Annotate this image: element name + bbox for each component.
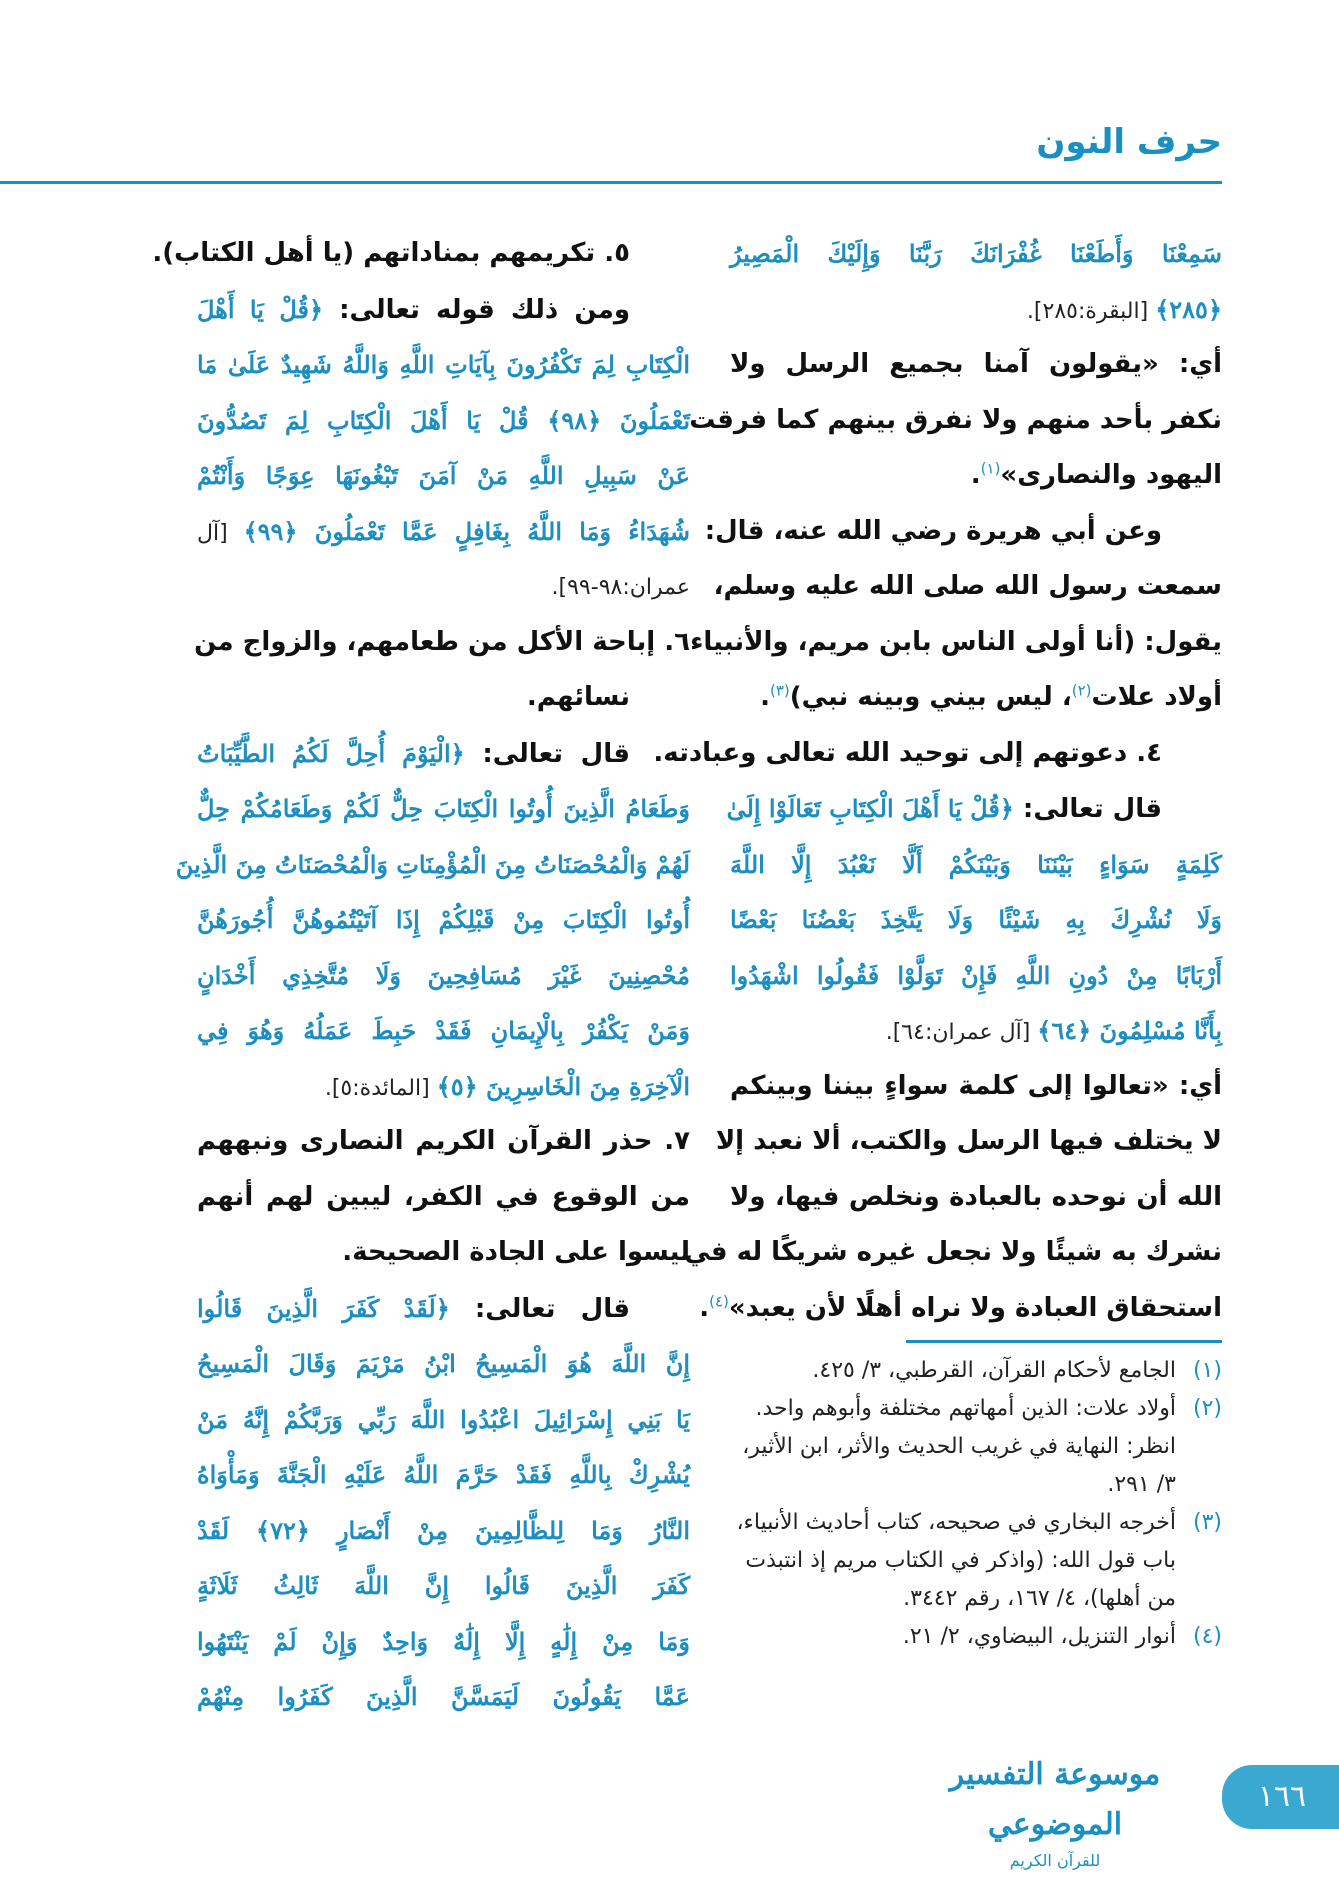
body-text: . (970, 460, 981, 490)
text-line (715, 1114, 1222, 1170)
text-line (197, 504, 690, 560)
right-column (653, 226, 1222, 1336)
text-line (197, 670, 690, 726)
verse-reference: عمران:٩٨-٩٩]. (551, 575, 690, 600)
quran-verse: كَلِمَةٍ سَوَاءٍ بَيْنَنَا وَبَيْنَكُمْ أَلَّا نَعْبُدَ إِلَّا اللَّهَ (730, 849, 1222, 879)
text-line (197, 1170, 690, 1226)
text-line (197, 559, 690, 615)
footnote-number: (٣) (1192, 1510, 1222, 1535)
quran-verse: وَلَا نُشْرِكَ بِهِ شَيْئًا وَلَا يَتَّخِذَ بَعْضُنَا بَعْضًا (730, 905, 1222, 934)
quran-verse: الْآخِرَةِ مِنَ الْخَاسِرِينَ ﴿٥﴾ (436, 1071, 690, 1101)
text-line (730, 1170, 1222, 1226)
text-line (197, 337, 690, 393)
body-text: نكفر بأحد منهم ولا نفرق بينهم كما فرقت (689, 404, 1222, 435)
body-text: ٦. إباحة الأكل من طعامهم، والزواج من (194, 626, 690, 657)
text-line (197, 282, 690, 338)
quran-verse: لَهُمْ وَالْمُحْصَنَاتُ مِنَ الْمُؤْمِنَاتِ وَالْمُحْصَنَاتُ مِنَ الَّذِينَ (175, 849, 690, 879)
text-line (730, 1059, 1222, 1115)
body-text: أولاد علات (1091, 682, 1222, 712)
body-text: استحقاق العبادة ولا نراه أهلًا لأن يعبد» (728, 1292, 1222, 1323)
text-line (197, 393, 690, 449)
text-line (730, 837, 1222, 893)
quran-verse: وَمَنْ يَكْفُرْ بِالْإِيمَانِ فَقَدْ حَبِطَ عَمَلُهُ وَهُوَ فِي (197, 1016, 691, 1045)
text-line (175, 837, 690, 893)
text-line (197, 1114, 690, 1170)
body-text: نشرك به شيئًا ولا نجعل غيره شريكًا له في (684, 1237, 1222, 1267)
text-line (197, 1447, 690, 1503)
footnote-number: (١) (1192, 1358, 1222, 1383)
text-line (689, 393, 1222, 449)
text-line (730, 948, 1222, 1004)
text-line (730, 337, 1222, 393)
text-line (197, 1281, 690, 1337)
footnote-marker[interactable]: (١) (980, 459, 1001, 478)
footnote-text: أولاد علات: الذين أمهاتهم مختلفة وأبوهم واحد. انظر: النهاية في غريب الحديث والأثر، ابن الأثير، ٣/ ٢٩١. (742, 1396, 1176, 1497)
quran-verse: بِأَنَّا مُسْلِمُونَ ﴿٦٤﴾ (1037, 1016, 1222, 1045)
footnote (730, 1504, 1222, 1618)
footnotes (730, 1352, 1222, 1656)
text-line (726, 781, 1222, 837)
body-text: ، ليس بيني وبينه نبي) (789, 682, 1072, 712)
left-column (152, 226, 691, 1725)
footnote (730, 1618, 1222, 1656)
body-text: الله أن نوحده بالعبادة ونخلص فيها، ولا (730, 1181, 1222, 1212)
text-line (197, 1558, 690, 1614)
body-text: ٤. دعوتهم إلى توحيد الله تعالى وعبادته. (653, 737, 1162, 768)
body-text: أي: «تعالوا إلى كلمة سواءٍ بيننا وبينكم (730, 1070, 1222, 1101)
footnote-number: (٢) (1192, 1396, 1222, 1421)
text-line (730, 670, 1222, 726)
text-line (197, 781, 690, 837)
logo-title: موسوعة التفسير الموضوعي (949, 1757, 1161, 1842)
page-number-badge: ١٦٦ (1222, 1765, 1339, 1829)
text-line (197, 448, 690, 504)
header-divider (0, 181, 1222, 184)
quran-verse: ﴿لَقَدْ كَفَرَ الَّذِينَ قَالُوا (197, 1293, 450, 1323)
text-line (194, 615, 690, 671)
encyclopedia-logo (930, 1750, 1180, 1870)
body-text: وعن أبي هريرة رضي الله عنه، قال: (704, 515, 1162, 546)
body-text: نسائهم. (526, 682, 630, 712)
verse-reference: [آل (197, 520, 244, 546)
verse-reference: [البقرة:٢٨٥]. (1026, 298, 1156, 324)
text-line (730, 892, 1222, 948)
footnote (730, 1352, 1222, 1390)
text-line (730, 226, 1222, 282)
verse-reference: [آل عمران:٦٤]. (885, 1020, 1038, 1045)
footnote-text: أخرجه البخاري في صحيحه، كتاب أحاديث الأنبياء، باب قول الله: (واذكر في الكتاب مريم إذ انتبذت من أهلها)، ٤/ ١٦٧، رقم ٣٤٤٢. (736, 1510, 1176, 1611)
quran-verse: ﴿الْيَوْمَ أُحِلَّ لَكُمُ الطَّيِّبَاتُ (197, 738, 465, 768)
text-line (197, 1225, 690, 1281)
quran-verse: كَفَرَ الَّذِينَ قَالُوا إِنَّ اللَّهَ ثَالِثُ ثَلَاثَةٍ (197, 1571, 690, 1600)
body-text: من الوقوع في الكفر، ليبين لهم أنهم (197, 1181, 690, 1212)
text-line (197, 726, 690, 782)
quran-verse: شُهَدَاءُ وَمَا اللَّهُ بِغَافِلٍ عَمَّا تَعْمَلُونَ ﴿٩٩﴾ (243, 516, 690, 546)
body-text: ومن ذلك قوله تعالى: (323, 294, 630, 325)
footnote-text: أنوار التنزيل، البيضاوي، ٢/ ٢١. (902, 1624, 1176, 1649)
body-text: ليسوا على الجادة الصحيحة. (342, 1237, 690, 1267)
body-text: لا يختلف فيها الرسل والكتب، ألا نعبد إلا (715, 1126, 1222, 1156)
quran-verse: إِنَّ اللَّهَ هُوَ الْمَسِيحُ ابْنُ مَرْيَمَ وَقَالَ الْمَسِيحُ (197, 1349, 690, 1378)
quran-verse: تَعْمَلُونَ ﴿٩٨﴾ قُلْ يَا أَهْلَ الْكِتَابِ لِمَ تَصُدُّونَ (197, 405, 690, 435)
quran-verse: وَمَا مِنْ إِلَٰهٍ إِلَّا إِلَٰهٌ وَاحِدٌ وَإِنْ لَمْ يَنْتَهُوا (197, 1626, 690, 1656)
quran-verse: ﴿قُلْ يَا أَهْلَ (197, 294, 324, 324)
quran-verse: عَمَّا يَقُولُونَ لَيَمَسَّنَّ الَّذِينَ كَفَرُوا مِنْهُمْ (197, 1682, 690, 1711)
footnote-number: (٤) (1192, 1624, 1222, 1649)
quran-verse: أُوتُوا الْكِتَابَ مِنْ قَبْلِكُمْ إِذَا آتَيْتُمُوهُنَّ أُجُورَهُنَّ (197, 905, 690, 934)
logo-subtitle: للقرآن الكريم (1009, 1851, 1101, 1870)
body-text: قال تعالى: (1013, 794, 1162, 824)
quran-verse: عَنْ سَبِيلِ اللَّهِ مَنْ آمَنَ تَبْغُونَهَا عِوَجًا وَأَنْتُمْ (197, 461, 690, 490)
footnote-marker[interactable]: (٢) (1071, 681, 1092, 700)
body-text: اليهود والنصارى» (1000, 460, 1222, 490)
body-text: أي: «يقولون آمنا بجميع الرسل ولا (730, 349, 1222, 379)
text-line (730, 282, 1222, 338)
footnote-divider (906, 1340, 1222, 1343)
quran-verse: يُشْرِكْ بِاللَّهِ فَقَدْ حَرَّمَ اللَّهُ عَلَيْهِ الْجَنَّةَ وَمَأْوَاهُ (197, 1460, 690, 1489)
text-line (713, 559, 1222, 615)
text-line (699, 1281, 1222, 1337)
text-line (197, 1059, 690, 1115)
quran-verse: يَا بَنِي إِسْرَائِيلَ اعْبُدُوا اللَّهَ رَبِّي وَرَبَّكُمْ إِنَّهُ مَنْ (197, 1404, 690, 1434)
quran-verse: وَطَعَامُ الَّذِينَ أُوتُوا الْكِتَابَ حِلٌّ لَكُمْ وَطَعَامُكُمْ حِلٌّ (197, 794, 690, 823)
footnote-marker[interactable]: (٣) (769, 681, 790, 700)
text-line (197, 1614, 690, 1670)
body-text: يقول: (أنا أولى الناس بابن مريم، والأنبياء (690, 626, 1222, 657)
body-text: قال تعالى: (449, 1293, 630, 1324)
quran-verse: النَّارُ وَمَا لِلظَّالِمِينَ مِنْ أَنْصَارٍ ﴿٧٢﴾ لَقَدْ (197, 1515, 691, 1545)
footnote (730, 1390, 1222, 1504)
footnote-text: الجامع لأحكام القرآن، القرطبي، ٣/ ٤٢٥. (812, 1358, 1176, 1383)
verse-reference: [المائدة:٥]. (324, 1075, 437, 1101)
text-line (704, 504, 1222, 560)
quran-verse: مُحْصِنِينَ غَيْرَ مُسَافِحِينَ وَلَا مُتَّخِذِي أَخْدَانٍ (197, 960, 690, 990)
text-line (197, 1003, 690, 1059)
quran-verse: سَمِعْنَا وَأَطَعْنَا غُفْرَانَكَ رَبَّنَا وَإِلَيْكَ الْمَصِيرُ (730, 239, 1222, 268)
text-line (197, 892, 690, 948)
quran-verse: الْكِتَابِ لِمَ تَكْفُرُونَ بِآيَاتِ اللَّهِ وَاللَّهُ شَهِيدٌ عَلَىٰ مَا (197, 350, 690, 379)
text-line (152, 226, 690, 282)
text-line (690, 615, 1222, 671)
body-text: . (699, 1292, 710, 1323)
body-text: سمعت رسول الله صلى الله عليه وسلم، (713, 571, 1222, 601)
text-line (653, 726, 1222, 782)
text-line (730, 448, 1222, 504)
quran-verse: أَرْبَابًا مِنْ دُونِ اللَّهِ فَإِنْ تَوَلَّوْا فَقُولُوا اشْهَدُوا (730, 960, 1222, 990)
quran-verse: ﴿٢٨٥﴾ (1155, 294, 1222, 324)
body-text: ٧. حذر القرآن الكريم النصارى ونبههم (197, 1126, 690, 1156)
text-line (197, 948, 690, 1004)
text-line (730, 1003, 1222, 1059)
footnote-marker[interactable]: (٤) (709, 1291, 729, 1310)
text-line (197, 1503, 690, 1559)
text-line (197, 1392, 690, 1448)
quran-verse: ﴿قُلْ يَا أَهْلَ الْكِتَابِ تَعَالَوْا إِلَىٰ (726, 794, 1014, 823)
body-text: قال تعالى: (464, 738, 630, 769)
text-line (684, 1225, 1222, 1281)
text-line (197, 1669, 690, 1725)
body-text: ٥. تكريمهم بمناداتهم (يا أهل الكتاب). (152, 238, 630, 268)
chapter-title: حرف النون (1036, 122, 1222, 162)
body-text: . (760, 682, 770, 712)
text-line (197, 1336, 690, 1392)
